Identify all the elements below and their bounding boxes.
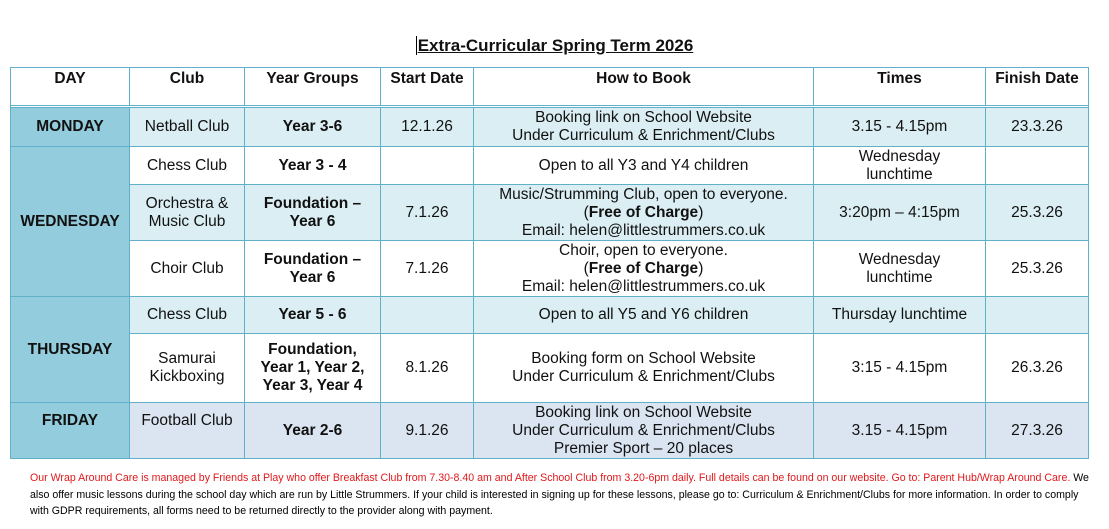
clubs-table [10,67,1089,459]
club-text: Orchestra & Music Club [145,194,229,230]
start-date-cell [381,147,474,185]
year-groups-cell: Year 3-6 [245,108,381,147]
table-row [11,403,1089,459]
email-text: Email: helen@littlestrummers.co.uk [521,221,766,239]
times-cell: 3:15 - 4.15pm [814,334,986,403]
year-groups-cell: Year 2-6 [245,403,381,459]
header-how-to-book: How to Book [474,68,814,106]
club-cell: Choir Club [130,241,245,297]
start-date-cell [381,297,474,334]
start-date-cell: 12.1.26 [381,108,474,147]
header-year-groups: Year Groups [245,68,381,106]
day-cell-wednesday: WEDNESDAY [11,147,130,297]
club-cell: Netball Club [130,108,245,147]
club-cell: Chess Club [130,147,245,185]
how-to-book-cell: Open to all Y5 and Y6 children [474,297,814,334]
page-title: Extra-Curricular Spring Term 2026 [417,36,694,55]
year-groups-text: Foundation – Year 6 [263,194,362,230]
times-cell: 3.15 - 4.15pm [814,108,986,147]
book-line: Booking link on School Website [535,109,752,126]
finish-date-cell: 23.3.26 [986,108,1089,147]
club-cell: Football Club [130,403,245,459]
table-row [11,147,1089,185]
paren-close: ) [698,203,704,221]
how-to-book-cell [474,108,814,147]
header-day: DAY [11,68,130,106]
times-text: Wednesday lunchtime [858,250,941,286]
table-row [11,108,1089,147]
header-times: Times [814,68,986,106]
paren-close: ) [698,259,704,277]
finish-date-cell [986,297,1089,334]
year-groups-cell [245,185,381,241]
start-date-cell: 7.1.26 [381,185,474,241]
footer-music-lessons: We also offer music lessons during the school day which are run by Little Strummers. If your child is interested in signing up for these lessons, please go to: Curriculum & Enrichment/Clubs for more information. In order to comply with GDPR requirements, all forms need to be returned directly to the provider along with payment. [30,472,1089,517]
book-line: Choir, open to everyone. [559,241,728,259]
finish-date-cell: 25.3.26 [986,241,1089,297]
year-groups-cell: Year 3 - 4 [245,147,381,185]
finish-date-cell: 26.3.26 [986,334,1089,403]
times-cell [814,241,986,297]
footer-note [30,470,1090,520]
times-text: Wednesday lunchtime [858,147,941,183]
table-row [11,334,1089,403]
how-to-book-cell [474,403,814,459]
times-cell: 3:20pm – 4:15pm [814,185,986,241]
start-date-cell: 9.1.26 [381,403,474,459]
how-to-book-cell: Open to all Y3 and Y4 children [474,147,814,185]
table-row [11,297,1089,334]
times-cell: 3.15 - 4.15pm [814,403,986,459]
start-date-cell: 7.1.26 [381,241,474,297]
year-groups-cell: Year 5 - 6 [245,297,381,334]
year-groups-text: Foundation, Year 1, Year 2, Year 3, Year 4 [260,341,365,394]
times-cell: Thursday lunchtime [814,297,986,334]
footer-wrap-around-care: Our Wrap Around Care is managed by Friends at Play who offer Breakfast Club from 7.30-8.40 am and After School Club from 3.20-6pm daily. Full details can be found on our website. Go to: Parent Hub/Wrap Around Care. [30,472,1071,484]
year-groups-cell [245,241,381,297]
how-to-book-cell [474,185,814,241]
day-cell-thursday: THURSDAY [11,297,130,403]
club-cell [130,334,245,403]
book-line: Under Curriculum & Enrichment/Clubs [512,421,775,439]
finish-date-cell: 27.3.26 [986,403,1089,459]
paren-open: ( [583,259,589,277]
header-start-date: Start Date [381,68,474,106]
book-line: Booking form on School Website [531,350,756,367]
header-row [11,68,1089,106]
book-line: Music/Strumming Club, open to everyone. [499,185,788,203]
day-cell-friday: FRIDAY [11,403,130,459]
times-cell [814,147,986,185]
year-groups-cell [245,334,381,403]
book-line: Booking link on School Website [535,403,752,421]
club-cell [130,185,245,241]
book-line: Premier Sport – 20 places [553,439,734,457]
club-text: Samurai Kickboxing [149,350,225,385]
free-of-charge: Free of Charge [588,203,699,221]
book-line: Under Curriculum & Enrichment/Clubs [512,368,775,385]
how-to-book-cell [474,334,814,403]
start-date-cell: 8.1.26 [381,334,474,403]
finish-date-cell: 25.3.26 [986,185,1089,241]
book-line: Under Curriculum & Enrichment/Clubs [512,127,775,144]
header-club: Club [130,68,245,106]
how-to-book-cell [474,241,814,297]
email-text: Email: helen@littlestrummers.co.uk [521,277,766,295]
free-of-charge: Free of Charge [588,259,699,277]
header-finish-date: Finish Date [986,68,1089,106]
day-cell-monday: MONDAY [11,108,130,147]
table-row [11,241,1089,297]
finish-date-cell [986,147,1089,185]
club-cell: Chess Club [130,297,245,334]
year-groups-text: Foundation – Year 6 [263,250,362,286]
paren-open: ( [583,203,589,221]
table-row [11,185,1089,241]
